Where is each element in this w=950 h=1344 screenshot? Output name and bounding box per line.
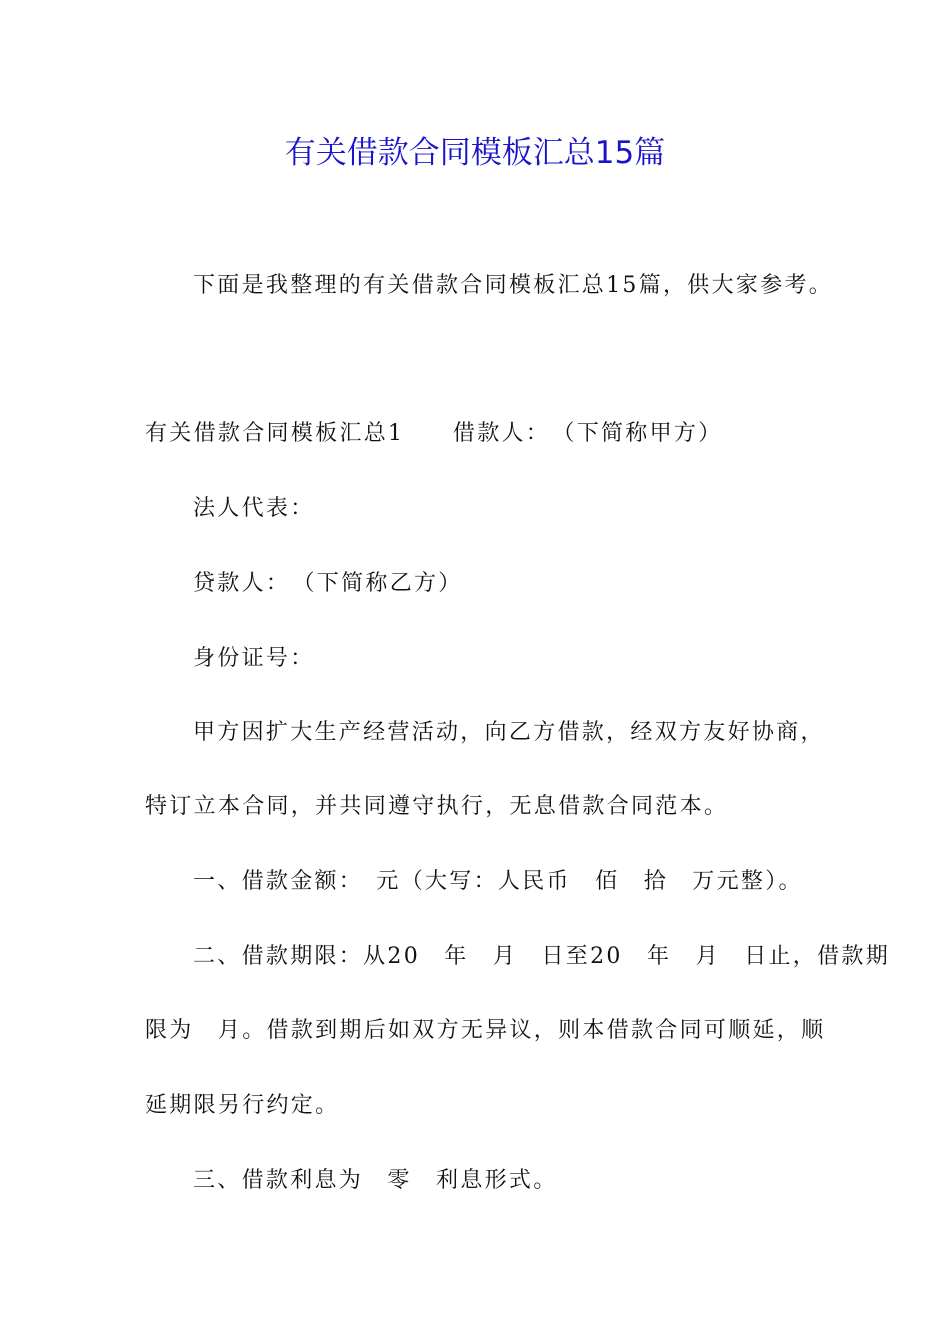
purpose-paragraph-line-2: 特订立本合同，并共同遵守执行，无息借款合同范本。 (145, 794, 729, 819)
lender-line: 贷款人： （下简称乙方） (193, 571, 463, 596)
id-number-line: 身份证号： (193, 646, 315, 671)
clause-1-amount: 一、借款金额： 元（大写：人民币 佰 拾 万元整）。 (193, 869, 803, 894)
clause-3-interest: 三、借款利息为 零 利息形式。 (193, 1168, 558, 1193)
intro-paragraph: 下面是我整理的有关借款合同模板汇总15篇，供大家参考。 (193, 273, 834, 298)
document-title: 有关借款合同模板汇总15篇 (284, 135, 666, 171)
clause-2-term-line-1: 二、借款期限：从20 年 月 日至20 年 月 日止，借款期 (193, 944, 890, 969)
legal-representative-line: 法人代表： (193, 496, 315, 521)
clause-2-term-line-2: 限为 月。借款到期后如双方无异议，则本借款合同可顺延，顺 (145, 1018, 826, 1043)
purpose-paragraph-line-1: 甲方因扩大生产经营活动，向乙方借款，经双方友好协商， (193, 720, 825, 745)
clause-2-term-line-3: 延期限另行约定。 (145, 1093, 340, 1118)
contract-heading-line: 有关借款合同模板汇总1 借款人： （下简称甲方） (145, 421, 723, 446)
